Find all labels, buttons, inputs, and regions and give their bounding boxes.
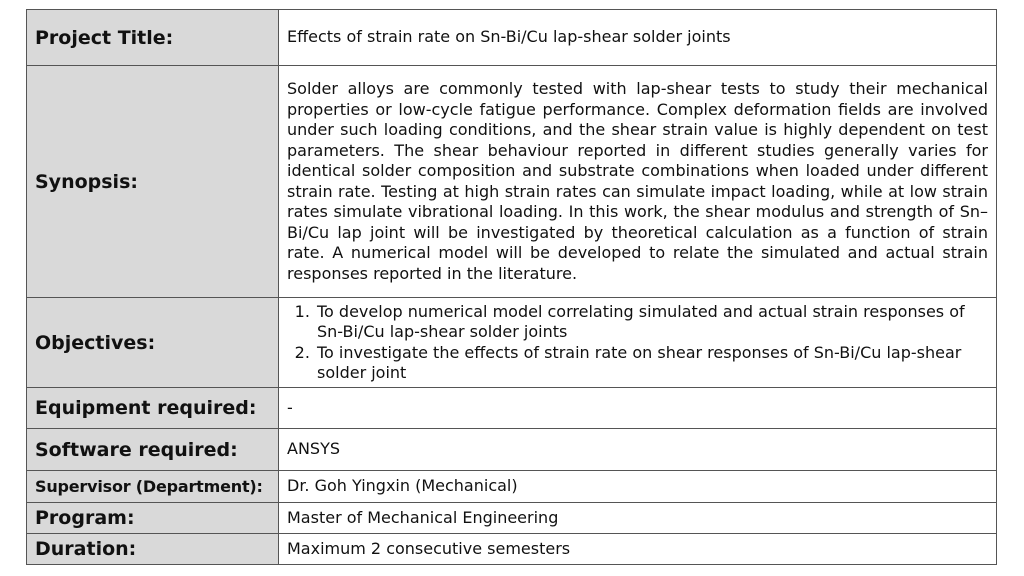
row-equipment (27, 388, 997, 429)
duration-label: Duration: (27, 534, 279, 565)
objectives-label: Objectives: (27, 298, 279, 388)
program-label: Program: (27, 503, 279, 534)
software-label: Software required: (27, 429, 279, 471)
program-value: Master of Mechanical Engineering (279, 503, 997, 534)
equipment-value: - (279, 388, 997, 429)
synopsis-label: Synopsis: (27, 66, 279, 298)
project-title-label: Project Title: (27, 10, 279, 66)
row-synopsis (27, 66, 997, 298)
supervisor-label: Supervisor (Department): (27, 471, 279, 503)
objective-item: 1. To develop numerical model correlating simulated and actual strain responses of Sn-Bi/Cu lap-shear solder joints (315, 302, 988, 343)
synopsis-value: Solder alloys are commonly tested with lap-shear tests to study their mechanical properties or low-cycle fatigue performance. Complex deformation fields are involved under such loading conditions, and the shear strain value is highly dependent on test parameters. The shear behaviour reported in different studies generally varies for identical solder composition and substrate combinations when loaded under different strain rate. Testing at high strain rates can simulate impact loading, while at low strain rates simulate vibrational loading. In this work, the shear modulus and strength of Sn–Bi/Cu lap joint will be investigated by theoretical calculation as a function of strain rate. A numerical model will be developed to relate the simulated and actual strain responses reported in the literature. (279, 66, 997, 298)
objectives-list (287, 302, 988, 384)
row-project-title (27, 10, 997, 66)
row-program (27, 503, 997, 534)
row-supervisor (27, 471, 997, 503)
software-value: ANSYS (279, 429, 997, 471)
project-title-value: Effects of strain rate on Sn-Bi/Cu lap-shear solder joints (279, 10, 997, 66)
row-objectives (27, 298, 997, 388)
supervisor-value: Dr. Goh Yingxin (Mechanical) (279, 471, 997, 503)
objectives-value (279, 298, 997, 388)
project-info-table (26, 9, 997, 565)
row-software (27, 429, 997, 471)
duration-value: Maximum 2 consecutive semesters (279, 534, 997, 565)
equipment-label: Equipment required: (27, 388, 279, 429)
objective-item: 2. To investigate the effects of strain rate on shear responses of Sn-Bi/Cu lap-shear solder joint (315, 343, 988, 384)
row-duration (27, 534, 997, 565)
